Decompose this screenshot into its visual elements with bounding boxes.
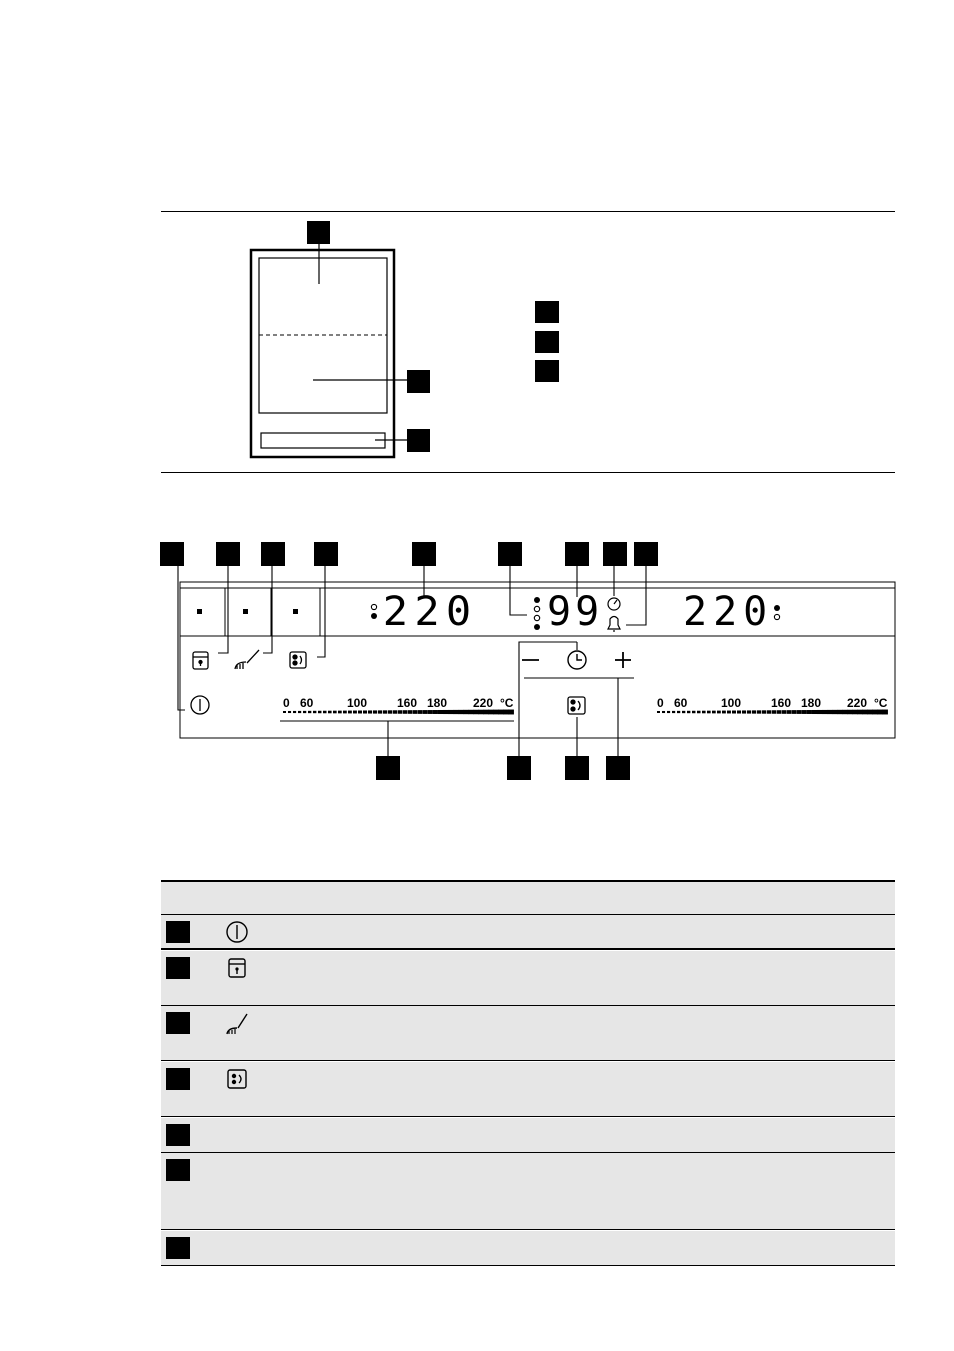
scale-segment bbox=[767, 710, 771, 713]
left-scale-tick-60: 60 bbox=[300, 696, 314, 710]
scale-segment bbox=[837, 710, 842, 714]
scale-segment bbox=[817, 710, 822, 714]
left-temp-scale[interactable] bbox=[283, 710, 514, 715]
left-scale-unit: °C bbox=[500, 696, 514, 710]
scale-segment bbox=[857, 710, 863, 715]
bell-icon bbox=[608, 617, 620, 633]
scale-segment bbox=[862, 710, 868, 715]
table-row bbox=[161, 1153, 895, 1230]
scale-segment bbox=[742, 710, 746, 713]
row-badge bbox=[166, 1159, 190, 1181]
power-icon[interactable] bbox=[191, 696, 209, 714]
scale-segment bbox=[358, 711, 362, 714]
scale-segment bbox=[847, 710, 852, 714]
timer-icon bbox=[608, 598, 620, 610]
scale-segment bbox=[782, 710, 787, 714]
callout-badge-power bbox=[160, 542, 184, 566]
scale-segment bbox=[732, 711, 736, 714]
scale-segment bbox=[288, 711, 291, 713]
scale-segment bbox=[877, 710, 883, 715]
callout-badge-control-panel bbox=[407, 429, 430, 452]
scale-segment bbox=[772, 710, 777, 714]
scale-segment bbox=[303, 711, 306, 713]
scale-segment bbox=[433, 710, 438, 714]
section1-divider bbox=[161, 472, 895, 473]
scale-segment bbox=[697, 711, 701, 714]
scale-segment bbox=[418, 710, 423, 714]
callout-badge-temp-display bbox=[412, 542, 436, 566]
scale-segment bbox=[777, 710, 782, 714]
scale-segment bbox=[298, 711, 301, 713]
scale-segment bbox=[423, 710, 428, 714]
scale-segment bbox=[882, 710, 888, 715]
scale-segment bbox=[368, 710, 372, 713]
scale-segment bbox=[348, 711, 352, 714]
scale-segment bbox=[343, 711, 347, 714]
clock-icon[interactable] bbox=[568, 651, 586, 669]
scale-segment bbox=[438, 710, 443, 714]
scale-segment bbox=[373, 710, 377, 713]
plus-button[interactable] bbox=[615, 652, 631, 668]
scale-segment bbox=[463, 710, 468, 714]
scale-segment bbox=[712, 711, 716, 714]
scale-segment bbox=[662, 711, 665, 713]
left-scale-tick-100: 100 bbox=[347, 696, 368, 710]
left-scale-tick-160: 160 bbox=[397, 696, 418, 710]
scale-segment bbox=[737, 710, 741, 713]
scale-segment bbox=[428, 710, 433, 714]
scale-segment bbox=[832, 710, 837, 714]
scale-segment bbox=[378, 710, 382, 713]
oven-light-icon[interactable] bbox=[193, 652, 208, 669]
scale-segment bbox=[398, 710, 403, 714]
callout-badge-fan bbox=[314, 542, 338, 566]
scale-segment bbox=[363, 710, 367, 713]
scale-segment bbox=[677, 711, 680, 713]
fan-heat-icon bbox=[225, 1066, 249, 1092]
left-scale-tick-220: 220 bbox=[473, 696, 494, 710]
scale-segment bbox=[702, 711, 706, 714]
scale-segment bbox=[328, 711, 332, 714]
table-row bbox=[161, 1006, 895, 1061]
scale-segment bbox=[747, 710, 751, 713]
fan-heat-icon-center[interactable] bbox=[568, 697, 585, 714]
scale-segment bbox=[458, 710, 463, 714]
callout-badge-alarm bbox=[634, 542, 658, 566]
left-temp-display bbox=[371, 604, 377, 619]
oven-light-icon bbox=[225, 955, 249, 981]
fan-heat-icon[interactable] bbox=[290, 652, 306, 668]
table-header bbox=[161, 880, 895, 915]
callout-badge-light bbox=[216, 542, 240, 566]
brush-clean-icon bbox=[225, 1010, 249, 1036]
table-row bbox=[161, 951, 895, 1006]
callout-badge-time-display bbox=[565, 542, 589, 566]
scale-segment bbox=[787, 710, 792, 714]
callout-badge-indicators bbox=[498, 542, 522, 566]
scale-segment bbox=[722, 711, 726, 714]
scale-segment bbox=[822, 710, 827, 714]
oven-outline bbox=[251, 250, 394, 457]
scale-segment bbox=[483, 710, 489, 715]
scale-segment bbox=[468, 710, 473, 714]
scale-segment bbox=[353, 711, 357, 714]
legend-badge-1 bbox=[535, 301, 559, 323]
scale-segment bbox=[707, 711, 711, 714]
right-temp-indicators bbox=[774, 605, 780, 620]
scale-segment bbox=[383, 710, 387, 713]
scale-segment bbox=[757, 710, 761, 713]
scale-segment bbox=[478, 710, 484, 715]
scale-segment bbox=[473, 710, 478, 714]
scale-segment bbox=[508, 710, 514, 715]
center-time-display-value: 99 bbox=[547, 589, 604, 635]
table-row bbox=[161, 1231, 895, 1266]
scale-segment bbox=[408, 710, 413, 714]
right-scale-tick-0: 0 bbox=[657, 696, 664, 710]
scale-segment bbox=[762, 710, 766, 713]
table-row bbox=[161, 915, 895, 950]
scale-segment bbox=[797, 710, 802, 714]
oven-diagram bbox=[161, 212, 895, 472]
control-panel-diagram bbox=[150, 535, 900, 780]
left-scale-tick-180: 180 bbox=[427, 696, 448, 710]
callout-badge-temp-scale bbox=[376, 756, 400, 780]
right-scale-tick-180: 180 bbox=[801, 696, 822, 710]
legend-badge-3 bbox=[535, 360, 559, 382]
scale-segment bbox=[657, 711, 660, 713]
callout-badge-minus bbox=[507, 756, 531, 780]
scale-segment bbox=[827, 710, 832, 714]
scale-segment bbox=[443, 710, 448, 714]
scale-segment bbox=[807, 710, 812, 714]
left-temp-display-value: 220 bbox=[382, 589, 478, 635]
scale-segment bbox=[812, 710, 817, 714]
scale-segment bbox=[388, 710, 392, 713]
scale-segment bbox=[792, 710, 797, 714]
legend-badge-2 bbox=[535, 331, 559, 353]
scale-segment bbox=[413, 710, 418, 714]
scale-segment bbox=[448, 710, 453, 714]
power-icon bbox=[225, 919, 249, 945]
scale-segment bbox=[727, 711, 731, 714]
scale-segment bbox=[308, 711, 311, 713]
callout-badge-oven-cavity bbox=[407, 370, 430, 393]
scale-segment bbox=[393, 710, 397, 713]
scale-segment bbox=[682, 711, 685, 713]
scale-segment bbox=[867, 710, 873, 715]
right-temp-scale[interactable] bbox=[657, 710, 888, 715]
row-badge bbox=[166, 957, 190, 979]
callout-badge-oven-door bbox=[307, 221, 330, 244]
program-indicators bbox=[534, 597, 540, 630]
right-scale-tick-100: 100 bbox=[721, 696, 742, 710]
scale-segment bbox=[333, 711, 337, 714]
callout-badge-plus bbox=[606, 756, 630, 780]
scale-segment bbox=[672, 711, 675, 713]
scale-segment bbox=[717, 711, 721, 714]
scale-segment bbox=[453, 710, 458, 714]
scale-segment bbox=[313, 711, 316, 713]
row-badge bbox=[166, 1124, 190, 1146]
scale-segment bbox=[338, 711, 342, 714]
scale-segment bbox=[318, 711, 321, 713]
right-scale-tick-160: 160 bbox=[771, 696, 792, 710]
callout-badge-fan2 bbox=[565, 756, 589, 780]
oven-control-strip bbox=[261, 433, 385, 448]
right-scale-tick-220: 220 bbox=[847, 696, 868, 710]
left-scale-tick-0: 0 bbox=[283, 696, 290, 710]
row-badge bbox=[166, 1012, 190, 1034]
table-row bbox=[161, 1062, 895, 1117]
scale-segment bbox=[872, 710, 878, 715]
scale-segment bbox=[692, 711, 695, 713]
row-badge bbox=[166, 921, 190, 943]
right-temp-display-value: 220 bbox=[683, 589, 774, 635]
callout-badge-timer bbox=[603, 542, 627, 566]
scale-segment bbox=[752, 710, 756, 713]
scale-segment bbox=[852, 710, 858, 715]
scale-segment bbox=[802, 710, 807, 714]
scale-segment bbox=[842, 710, 847, 714]
scale-segment bbox=[403, 710, 408, 714]
scale-segment bbox=[687, 711, 690, 713]
row-badge bbox=[166, 1068, 190, 1090]
scale-segment bbox=[498, 710, 504, 715]
row-badge bbox=[166, 1237, 190, 1259]
scale-segment bbox=[283, 711, 286, 713]
callout-badge-clean bbox=[261, 542, 285, 566]
scale-segment bbox=[493, 710, 499, 715]
brush-clean-icon[interactable] bbox=[235, 650, 259, 669]
table-row bbox=[161, 1118, 895, 1153]
scale-segment bbox=[323, 711, 327, 714]
scale-segment bbox=[503, 710, 509, 715]
right-scale-tick-60: 60 bbox=[674, 696, 688, 710]
scale-segment bbox=[293, 711, 296, 713]
right-scale-unit: °C bbox=[874, 696, 888, 710]
scale-segment bbox=[488, 710, 494, 715]
scale-segment bbox=[667, 711, 670, 713]
